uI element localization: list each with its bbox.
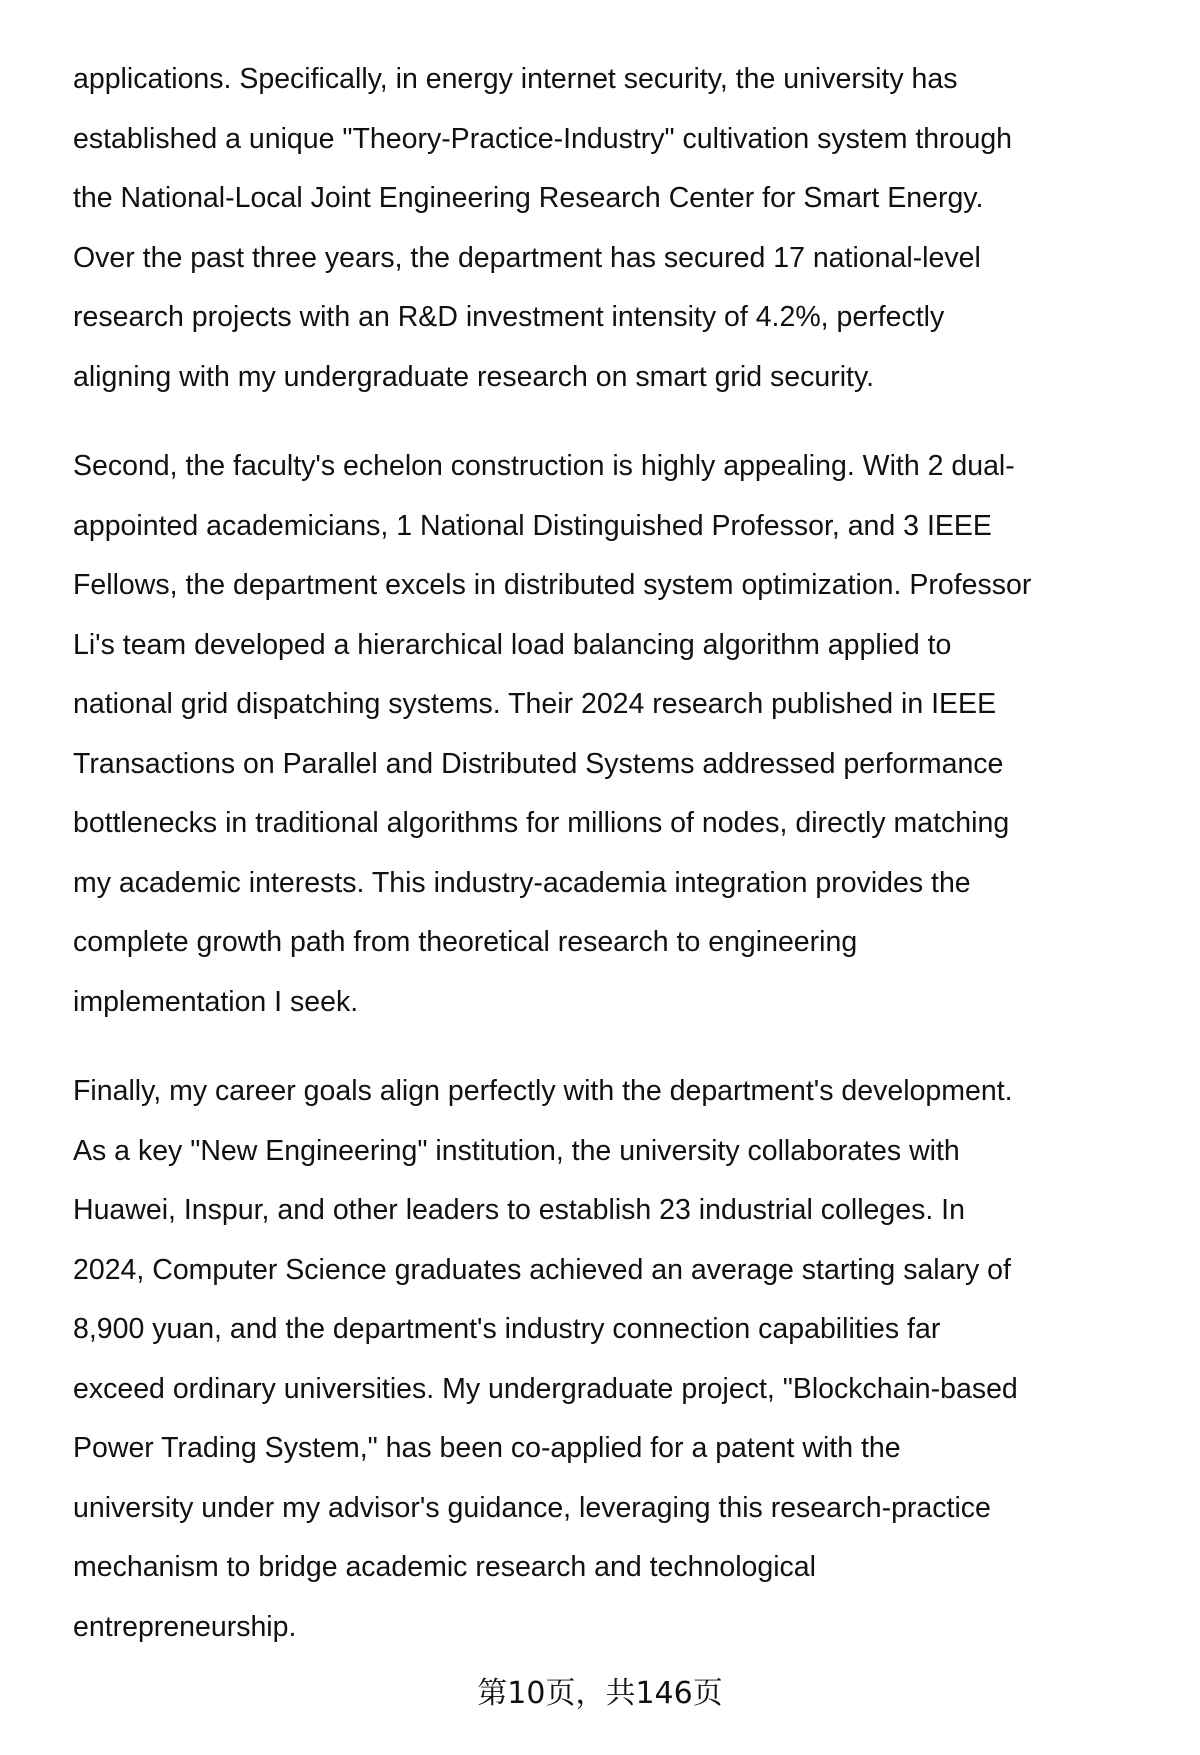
paragraph (73, 437, 1173, 1032)
text-line: my academic interests. This industry-academia integration provides the (73, 866, 971, 899)
text-line: university under my advisor's guidance, leveraging this research-practice (73, 1491, 991, 1524)
text-line: established a unique "Theory-Practice-Industry" cultivation system through (73, 122, 1013, 155)
text-line: Fellows, the department excels in distributed system optimization. Professor (73, 569, 1032, 601)
text-line: research projects with an R&D investment intensity of 4.2%, perfectly (73, 301, 945, 333)
paragraph (73, 1062, 1173, 1657)
text-line: Power Trading System," has been co-applied for a patent with the (73, 1432, 901, 1464)
document-body (73, 50, 1173, 1687)
text-line: Finally, my career goals align perfectly with the department's development. (73, 1075, 1013, 1107)
text-line: exceed ordinary universities. My undergraduate project, "Blockchain-based (73, 1372, 1018, 1405)
text-line: bottlenecks in traditional algorithms for millions of nodes, directly matching (73, 807, 1010, 839)
text-line: appointed academicians, 1 National Distinguished Professor, and 3 IEEE (73, 509, 992, 542)
text-line: complete growth path from theoretical research to engineering (73, 926, 858, 958)
text-line: the National-Local Joint Engineering Research Center for Smart Energy. (73, 182, 984, 214)
text-line: Second, the faculty's echelon construction is highly appealing. With 2 dual- (73, 450, 1015, 482)
text-line: Over the past three years, the department has secured 17 national-level (73, 241, 981, 274)
text-line: As a key "New Engineering" institution, the university collaborates with (73, 1134, 960, 1167)
page-number: 第10页，共146页 (477, 1676, 723, 1711)
text-line: 2024, Computer Science graduates achieved an average starting salary of (73, 1253, 1011, 1286)
text-line: aligning with my undergraduate research on smart grid security. (73, 360, 875, 393)
text-line: entrepreneurship. (73, 1610, 297, 1643)
text-line: applications. Specifically, in energy internet security, the university has (73, 63, 958, 95)
text-line: national grid dispatching systems. Their 2024 research published in IEEE (73, 688, 997, 720)
text-line: Transactions on Parallel and Distributed Systems addressed performance (73, 747, 1004, 780)
text-line: mechanism to bridge academic research and technological (73, 1551, 816, 1583)
text-line: Li's team developed a hierarchical load balancing algorithm applied to (73, 628, 952, 661)
text-line: Huawei, Inspur, and other leaders to establish 23 industrial colleges. In (73, 1194, 965, 1226)
text-line: 8,900 yuan, and the department's industry connection capabilities far (73, 1313, 941, 1345)
paragraph (73, 50, 1173, 407)
text-line: implementation I seek. (73, 985, 359, 1018)
